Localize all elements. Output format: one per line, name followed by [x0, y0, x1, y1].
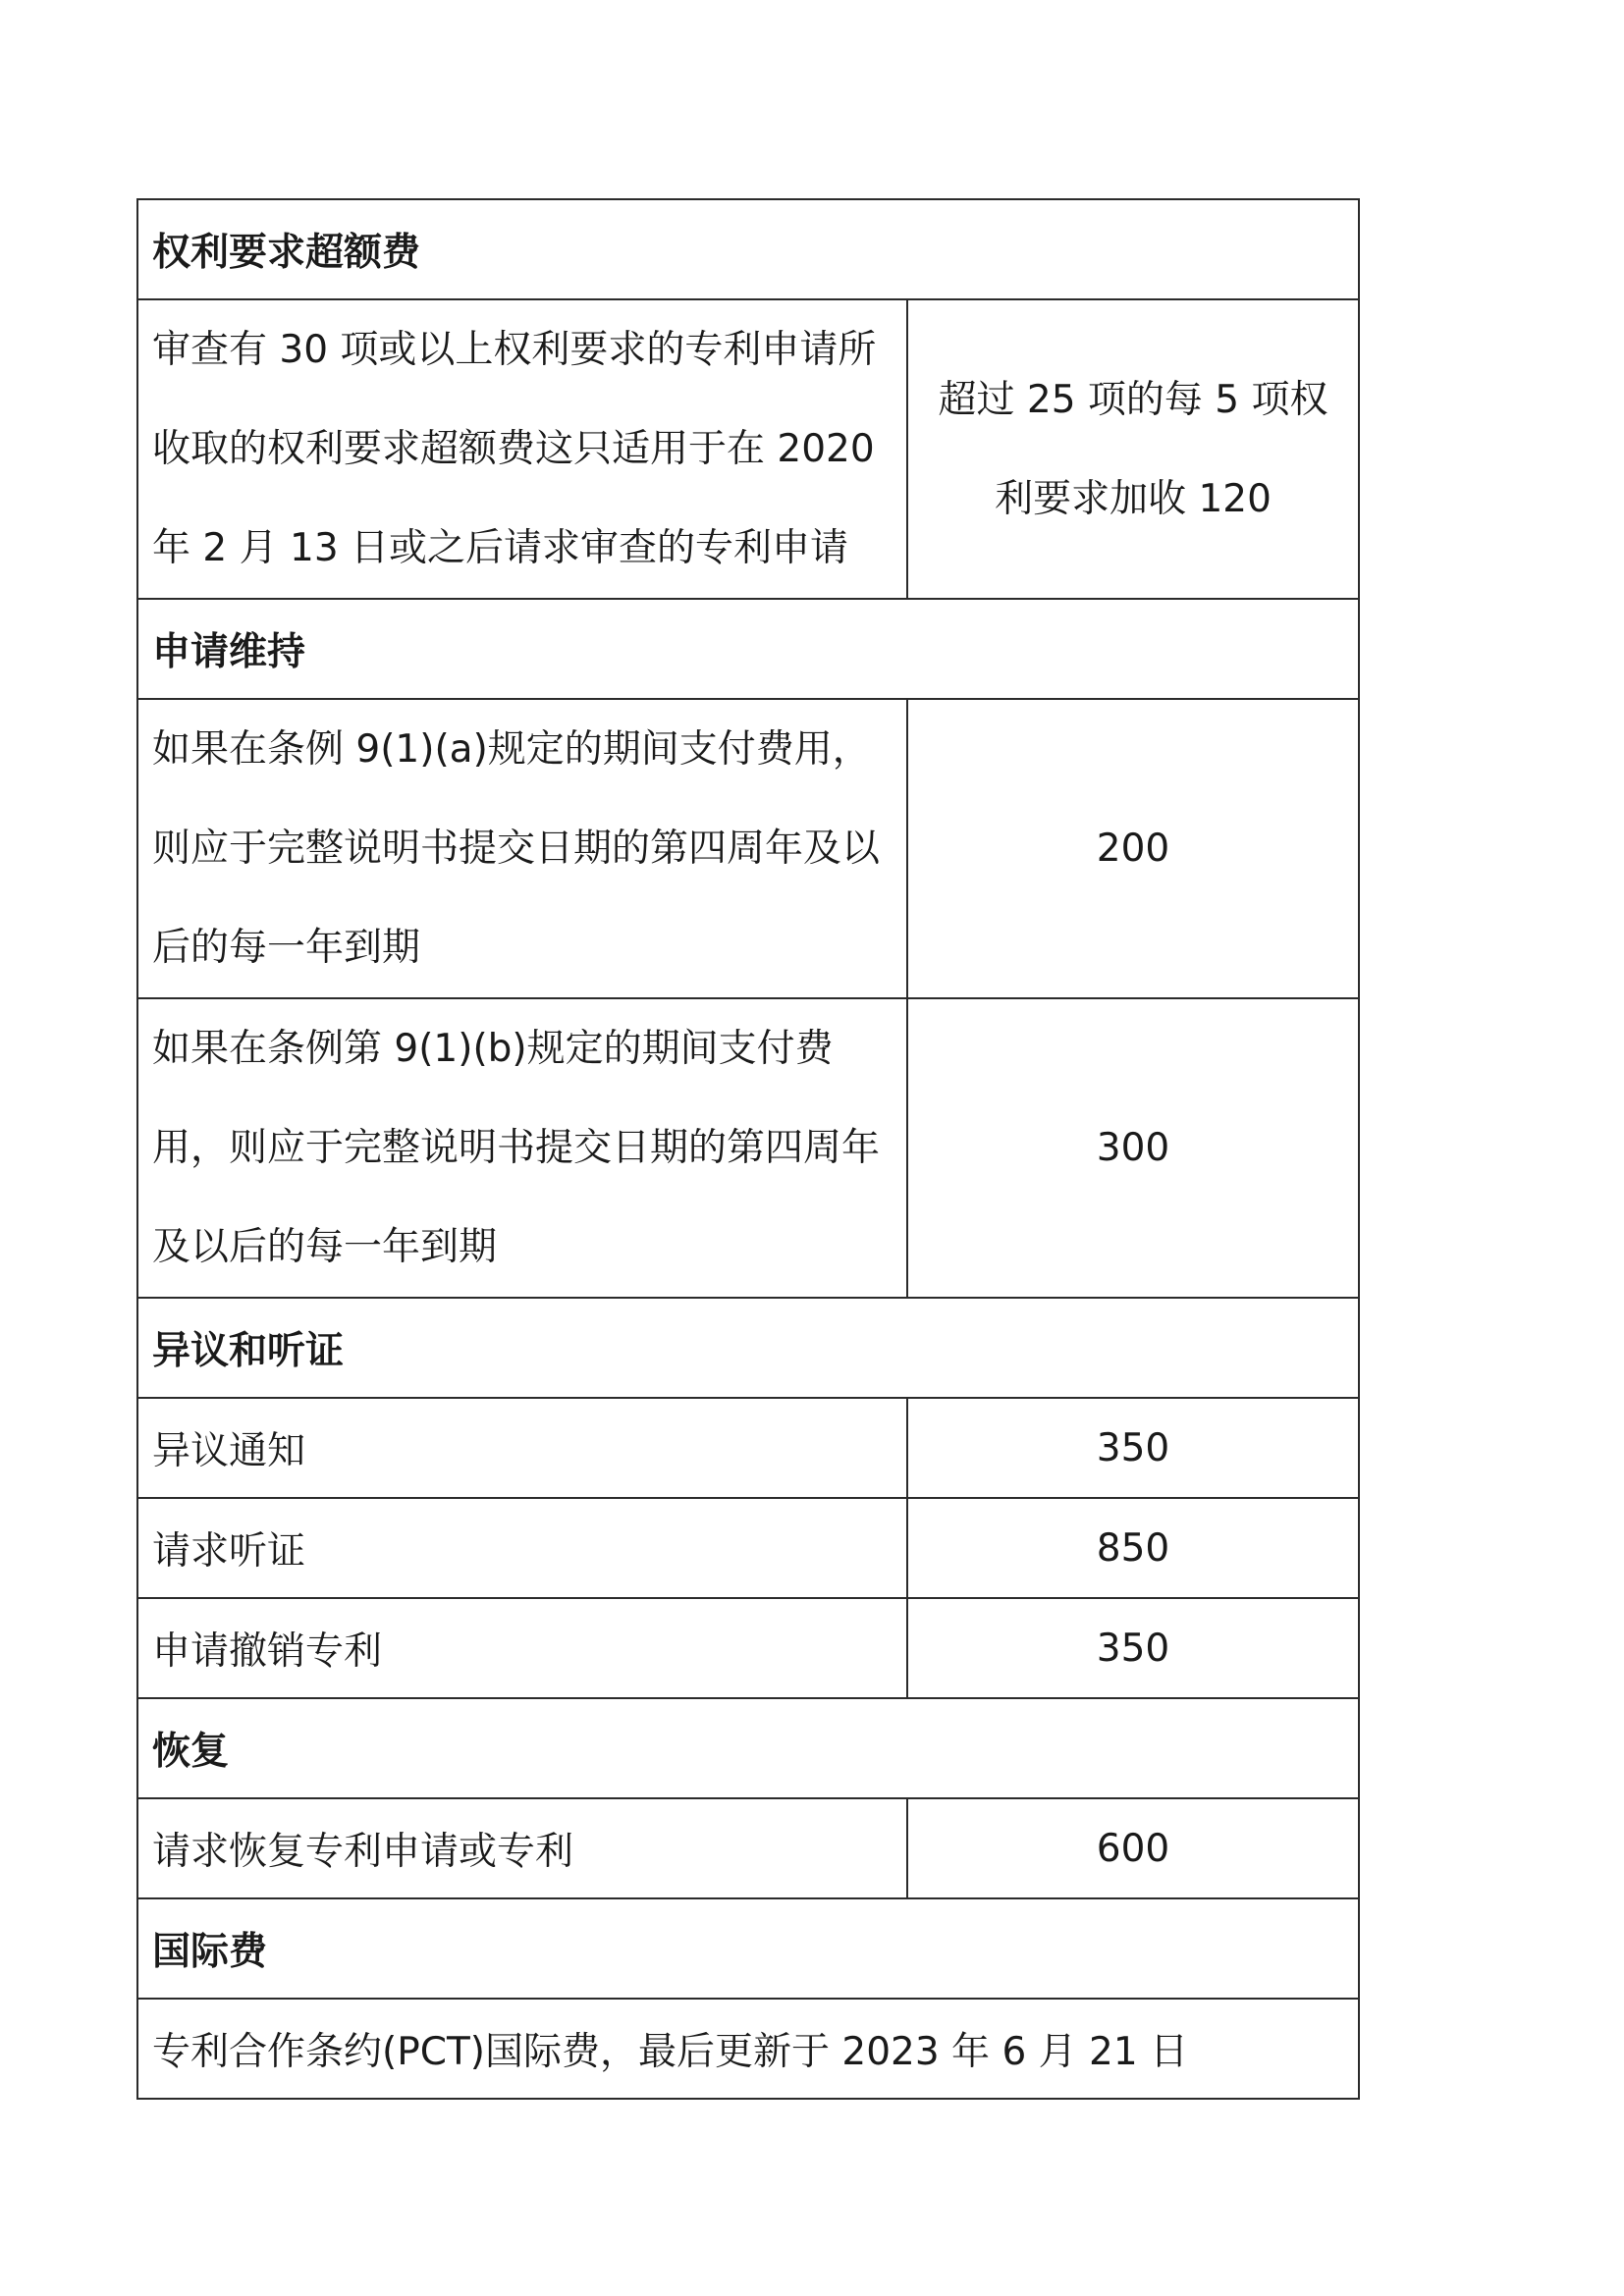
- section-title: 权利要求超额费: [137, 199, 1359, 299]
- section-header-row: [137, 1898, 1359, 1999]
- section-header-row: [137, 599, 1359, 699]
- fee-amount: 350: [907, 1398, 1359, 1498]
- section-header-row: [137, 1698, 1359, 1798]
- section-note: 专利合作条约(PCT)国际费，最后更新于 2023 年 6 月 21 日: [137, 1999, 1359, 2099]
- table-row: [137, 1498, 1359, 1598]
- table-row: [137, 1798, 1359, 1898]
- fee-amount: 200: [907, 699, 1359, 998]
- fee-description: 申请撤销专利: [137, 1598, 907, 1698]
- fee-table: [136, 198, 1360, 2100]
- fee-description: 请求听证: [137, 1498, 907, 1598]
- fee-description: 审查有 30 项或以上权利要求的专利申请所收取的权利要求超额费这只适用于在 2020 年 2 月 13 日或之后请求审查的专利申请: [137, 299, 907, 599]
- table-row: [137, 699, 1359, 998]
- fee-description: 如果在条例第 9(1)(b)规定的期间支付费用，则应于完整说明书提交日期的第四周年及以后的每一年到期: [137, 998, 907, 1298]
- section-title: 国际费: [137, 1898, 1359, 1999]
- table-row: [137, 1598, 1359, 1698]
- table-row: [137, 998, 1359, 1298]
- fee-amount-cell: [907, 299, 1359, 599]
- section-title: 申请维持: [137, 599, 1359, 699]
- section-header-row: [137, 199, 1359, 299]
- fee-amount: 350: [907, 1598, 1359, 1698]
- table-row: [137, 1999, 1359, 2099]
- fee-amount: 600: [907, 1798, 1359, 1898]
- fee-description: 如果在条例 9(1)(a)规定的期间支付费用，则应于完整说明书提交日期的第四周年及以后的每一年到期: [137, 699, 907, 998]
- section-title: 恢复: [137, 1698, 1359, 1798]
- table-row: [137, 1398, 1359, 1498]
- fee-description: 请求恢复专利申请或专利: [137, 1798, 907, 1898]
- fee-amount: 超过 25 项的每 5 项权利要求加收 120: [938, 377, 1328, 521]
- fee-amount: 850: [907, 1498, 1359, 1598]
- section-header-row: [137, 1298, 1359, 1398]
- fee-amount: 300: [907, 998, 1359, 1298]
- table-row: [137, 299, 1359, 599]
- fee-description: 异议通知: [137, 1398, 907, 1498]
- section-title: 异议和听证: [137, 1298, 1359, 1398]
